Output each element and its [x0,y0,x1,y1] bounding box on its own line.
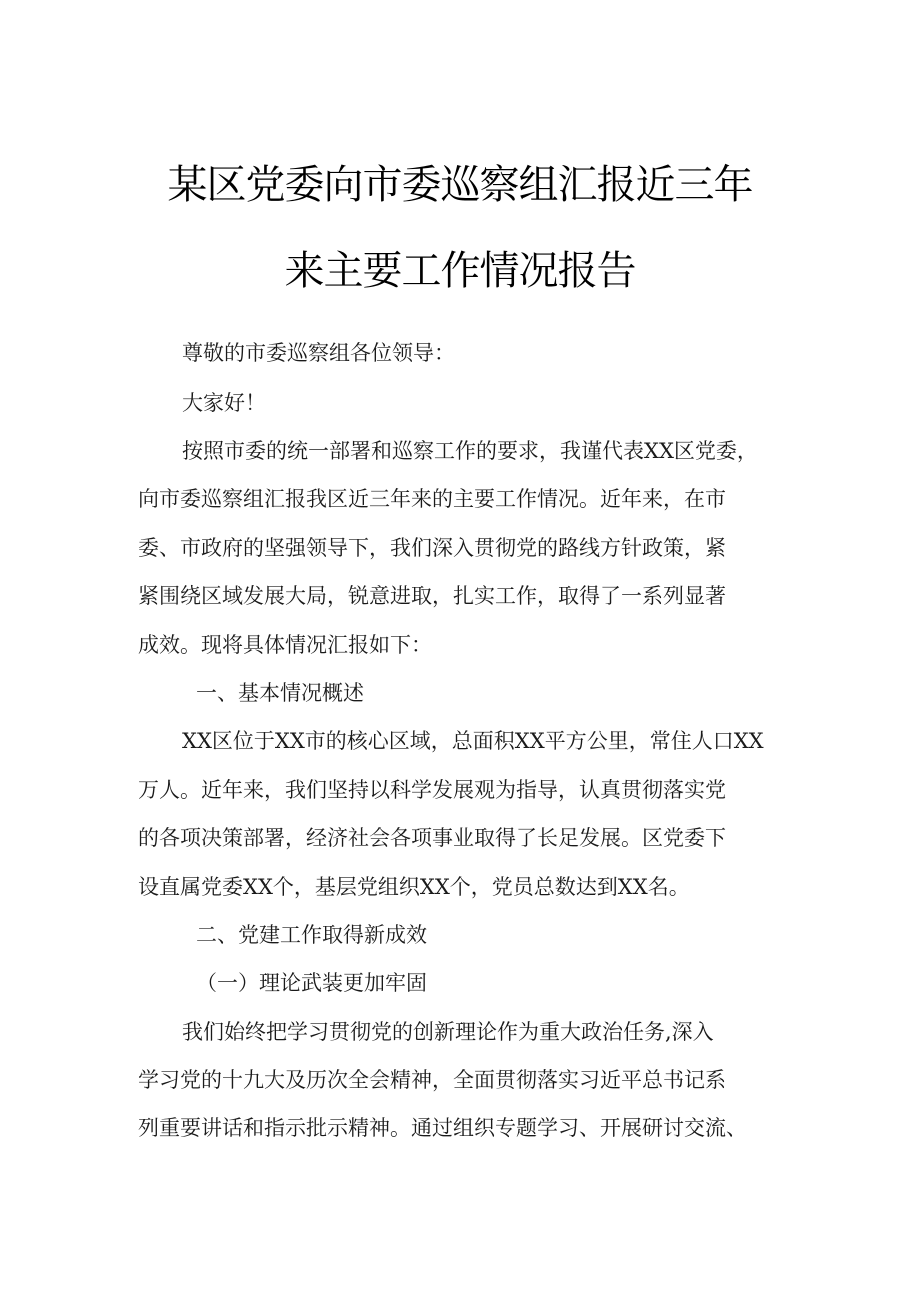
body-line-9: 设直属党委XX个，基层党组织XX个，党员总数达到XX名。 [138,875,690,899]
section-heading-2: 二、党建工作取得新成效 [196,923,427,947]
body-line-7: 万人。近年来，我们坚持以科学发展观为指导，认真贯彻落实党 [138,778,726,802]
greeting: 大家好！ [182,391,266,415]
body-line-11: 学习党的十九大及历次全会精神，全面贯彻落实习近平总书记系 [138,1068,726,1092]
document-title-line-1: 某区党委向市委巡察组汇报近三年 [167,162,753,208]
section-heading-1: 一、基本情况概述 [196,681,364,705]
body-line-10: 我们始终把学习贯彻党的创新理论作为重大政治任务,深入 [182,1020,714,1044]
body-line-12: 列重要讲话和指示批示精神。通过组织专题学习、开展研讨交流、 [138,1116,747,1140]
subsection-heading-1: （一）理论武装更加牢固 [196,971,427,995]
body-line-6: XX区位于XX市的核心区域，总面积XX平方公里，常住人口XX [182,729,764,753]
body-line-1: 按照市委的统一部署和巡察工作的要求，我谨代表XX区党委， [182,439,758,463]
salutation: 尊敬的市委巡察组各位领导： [182,341,455,365]
body-line-8: 的各项决策部署，经济社会各项事业取得了长足发展。区党委下 [138,826,726,850]
body-line-4: 紧围绕区域发展大局，锐意进取，扎实工作，取得了一系列显著 [138,584,726,608]
body-line-3: 委、市政府的坚强领导下，我们深入贯彻党的路线方针政策，紧 [138,536,726,560]
document-title-line-2: 来主要工作情况报告 [284,248,636,294]
body-line-5: 成效。现将具体情况汇报如下： [138,633,432,657]
body-line-2: 向市委巡察组汇报我区近三年来的主要工作情况。近年来，在市 [138,487,726,511]
